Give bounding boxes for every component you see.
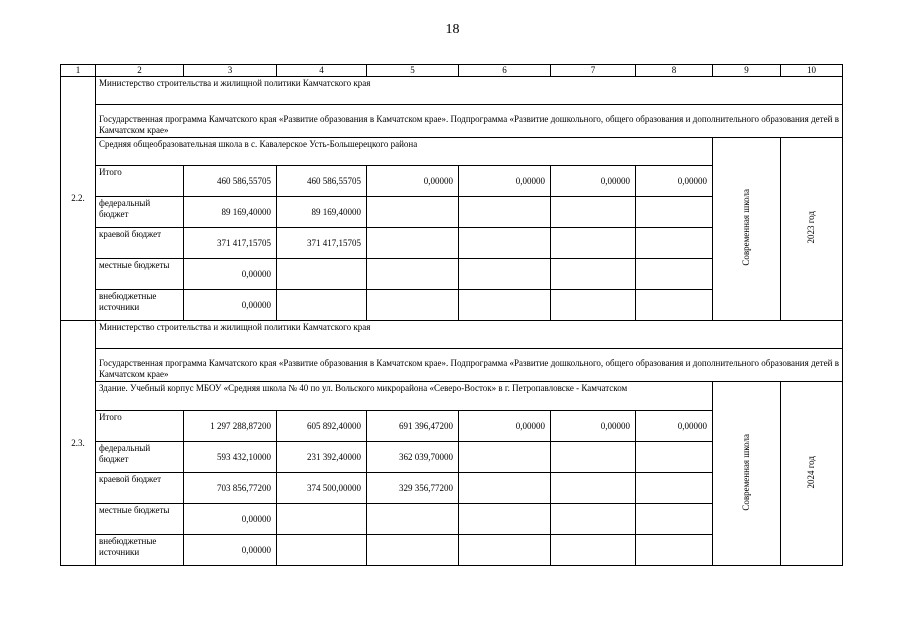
column-number: 3 (184, 65, 277, 77)
value-cell: 0,00000 (551, 411, 636, 442)
column-number: 6 (459, 65, 551, 77)
row-label: краевой бюджет (96, 473, 184, 504)
value-cell (459, 442, 551, 473)
column-number: 10 (781, 65, 843, 77)
value-cell (277, 259, 367, 290)
row-label: Итого (96, 411, 184, 442)
value-cell (636, 473, 713, 504)
section-number: 2.2. (61, 77, 96, 321)
value-cell: 89 169,40000 (184, 197, 277, 228)
value-cell: 0,00000 (184, 259, 277, 290)
value-cell: 0,00000 (184, 504, 277, 535)
value-cell (636, 259, 713, 290)
category-cell (713, 382, 781, 566)
value-cell (277, 290, 367, 321)
value-cell (459, 290, 551, 321)
program-row (61, 349, 843, 382)
row-label: федеральный бюджет (96, 197, 184, 228)
category-cell (713, 138, 781, 321)
value-cell (551, 197, 636, 228)
year-label: 2024 год (806, 455, 816, 489)
value-cell (367, 290, 459, 321)
value-cell (459, 535, 551, 566)
value-cell: 0,00000 (367, 166, 459, 197)
year-label: 2023 год (806, 211, 816, 244)
value-cell (367, 197, 459, 228)
value-cell: 0,00000 (459, 166, 551, 197)
object-name: Здание. Учебный корпус МБОУ «Средняя школа № 40 по ул. Вольского микрорайона «Северо-Восток» в г. Петропавловске - Камчатском (96, 382, 713, 411)
column-number: 2 (96, 65, 184, 77)
column-number: 8 (636, 65, 713, 77)
year-cell (781, 138, 843, 321)
year-cell (781, 382, 843, 566)
value-cell: 374 500,00000 (277, 473, 367, 504)
value-cell: 703 856,77200 (184, 473, 277, 504)
value-cell (459, 228, 551, 259)
section-number: 2.3. (61, 321, 96, 566)
value-cell (551, 442, 636, 473)
value-cell (367, 535, 459, 566)
value-cell (551, 535, 636, 566)
category-label: Современная школа (741, 433, 751, 511)
ministry-name: Министерство строительства и жилищной политики Камчатского края (96, 77, 843, 105)
value-cell (367, 504, 459, 535)
row-label: местные бюджеты (96, 504, 184, 535)
value-cell: 691 396,47200 (367, 411, 459, 442)
row-label: внебюджетные источники (96, 290, 184, 321)
value-cell (636, 535, 713, 566)
value-cell: 0,00000 (551, 166, 636, 197)
value-cell (459, 259, 551, 290)
column-number-row (61, 65, 843, 77)
column-number: 7 (551, 65, 636, 77)
value-cell: 0,00000 (184, 290, 277, 321)
ministry-name: Министерство строительства и жилищной политики Камчатского края (96, 321, 843, 349)
value-cell: 371 417,15705 (277, 228, 367, 259)
value-cell (367, 259, 459, 290)
column-number: 5 (367, 65, 459, 77)
value-cell: 1 297 288,87200 (184, 411, 277, 442)
row-label: краевой бюджет (96, 228, 184, 259)
value-cell: 605 892,40000 (277, 411, 367, 442)
value-cell (636, 197, 713, 228)
value-cell (459, 197, 551, 228)
value-cell (277, 535, 367, 566)
program-name: Государственная программа Камчатского края «Развитие образования в Камчатском крае». Подпрограмма «Развитие дошкольного, общего образования и дополнительного образования детей в Камчатском крае» (96, 349, 843, 382)
value-cell (551, 504, 636, 535)
value-cell (367, 228, 459, 259)
program-row (61, 105, 843, 138)
value-cell: 0,00000 (459, 411, 551, 442)
value-cell (551, 473, 636, 504)
value-cell: 0,00000 (636, 411, 713, 442)
value-cell: 0,00000 (636, 166, 713, 197)
row-label: федеральный бюджет (96, 442, 184, 473)
value-cell (459, 504, 551, 535)
value-cell: 89 169,40000 (277, 197, 367, 228)
object-row (61, 382, 843, 411)
object-row (61, 138, 843, 166)
value-cell (551, 290, 636, 321)
value-cell (277, 504, 367, 535)
row-label: Итого (96, 166, 184, 197)
value-cell (551, 228, 636, 259)
column-number: 9 (713, 65, 781, 77)
page-number: 18 (445, 22, 460, 37)
value-cell (636, 504, 713, 535)
value-cell: 371 417,15705 (184, 228, 277, 259)
value-cell: 231 392,40000 (277, 442, 367, 473)
value-cell: 329 356,77200 (367, 473, 459, 504)
value-cell (636, 290, 713, 321)
program-name: Государственная программа Камчатского края «Развитие образования в Камчатском крае». Подпрограмма «Развитие дошкольного, общего образования и дополнительного образования детей в Камчатском крае» (96, 105, 843, 138)
budget-table (60, 64, 843, 566)
category-label: Современная школа (741, 189, 751, 266)
value-cell (551, 259, 636, 290)
column-number: 4 (277, 65, 367, 77)
value-cell (636, 228, 713, 259)
value-cell: 593 432,10000 (184, 442, 277, 473)
ministry-row (61, 321, 843, 349)
row-label: внебюджетные источники (96, 535, 184, 566)
value-cell: 362 039,70000 (367, 442, 459, 473)
row-label: местные бюджеты (96, 259, 184, 290)
value-cell (459, 473, 551, 504)
ministry-row (61, 77, 843, 105)
value-cell: 460 586,55705 (277, 166, 367, 197)
value-cell: 0,00000 (184, 535, 277, 566)
value-cell (636, 442, 713, 473)
value-cell: 460 586,55705 (184, 166, 277, 197)
object-name: Средняя общеобразовательная школа в с. Кавалерское Усть-Большерецкого района (96, 138, 713, 166)
column-number: 1 (61, 65, 96, 77)
